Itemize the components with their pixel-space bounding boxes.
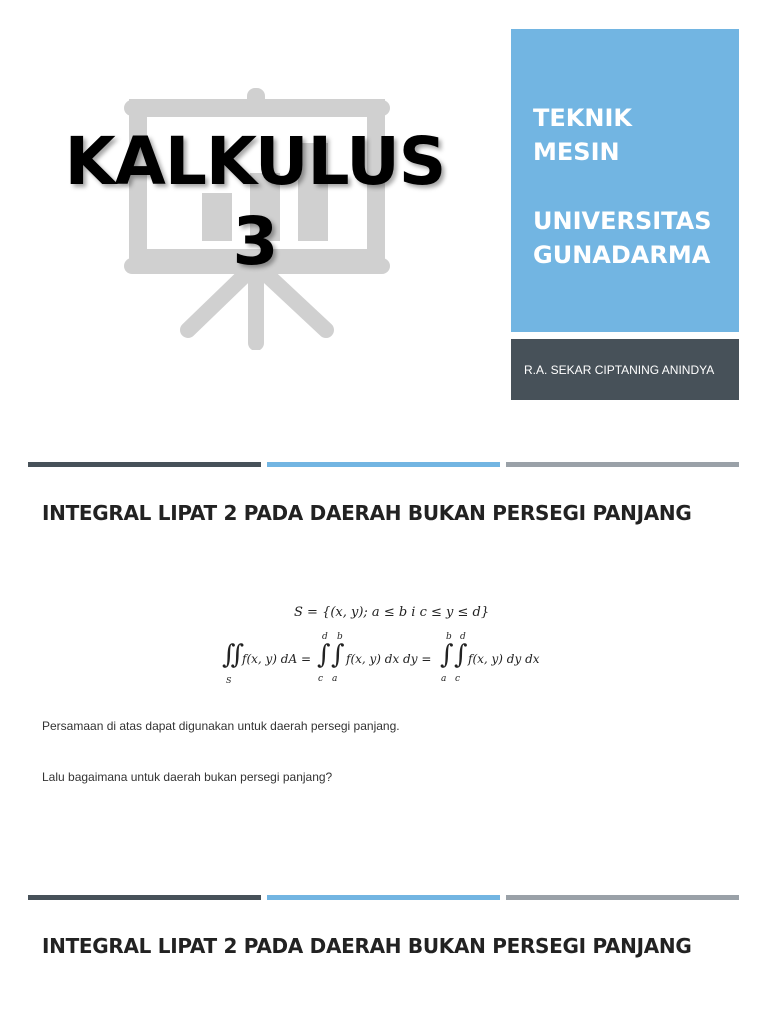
- double-integral-symbol-s: ∬: [222, 640, 245, 670]
- dept-line2: MESIN: [533, 138, 620, 166]
- slide2-title: INTEGRAL LIPAT 2 PADA DAERAH BUKAN PERSEGI PANJANG: [42, 501, 692, 525]
- univ-line2: GUNADARMA: [533, 241, 711, 269]
- limit-c1: c: [318, 674, 324, 684]
- course-title: [60, 122, 450, 282]
- course-title-line1: KALKULUS: [64, 123, 446, 200]
- limit-a1: a: [332, 674, 338, 684]
- integral-symbol-3: ∫: [440, 640, 454, 670]
- author-name: R.A. SEKAR CIPTANING ANINDYA: [524, 362, 715, 377]
- divider-bar-blue: [267, 462, 500, 467]
- title-slide: [0, 0, 768, 440]
- integral-symbol-4: ∫: [454, 640, 468, 670]
- divider-bar-gray-2: [506, 895, 739, 900]
- limit-a2: a: [441, 674, 447, 684]
- limit-s: S: [226, 676, 232, 685]
- formula-rhs: f(x, y) dy dx: [468, 652, 540, 666]
- limit-d2: d: [460, 632, 466, 642]
- paragraph-1: Persamaan di atas dapat digunakan untuk daerah persegi panjang.: [42, 719, 400, 733]
- limit-b2: b: [446, 632, 452, 642]
- univ-line1: UNIVERSITAS: [533, 207, 712, 235]
- department-panel: [511, 29, 739, 332]
- formula-lhs: f(x, y) dA =: [242, 652, 312, 666]
- divider-bar-dark: [28, 462, 261, 467]
- integral-symbol-1: ∫: [317, 640, 331, 670]
- divider-bar-dark-2: [28, 895, 261, 900]
- divider-bar-gray: [506, 462, 739, 467]
- limit-b1: b: [337, 632, 343, 642]
- course-title-line2: 3: [232, 203, 278, 280]
- limit-c2: c: [455, 674, 461, 684]
- dept-line1: TEKNIK: [533, 104, 632, 132]
- paragraph-2: Lalu bagaimana untuk daerah bukan persegi panjang?: [42, 770, 333, 784]
- limit-d1: d: [322, 632, 328, 642]
- divider-bar-blue-2: [267, 895, 500, 900]
- region-set-formula: S = {(x, y); a ≤ b i c ≤ y ≤ d}: [294, 605, 490, 620]
- slide3-title: INTEGRAL LIPAT 2 PADA DAERAH BUKAN PERSEGI PANJANG: [42, 934, 692, 958]
- author-panel: [511, 339, 739, 400]
- formula-mid: f(x, y) dx dy =: [346, 652, 432, 666]
- integral-symbol-2: ∫: [331, 640, 345, 670]
